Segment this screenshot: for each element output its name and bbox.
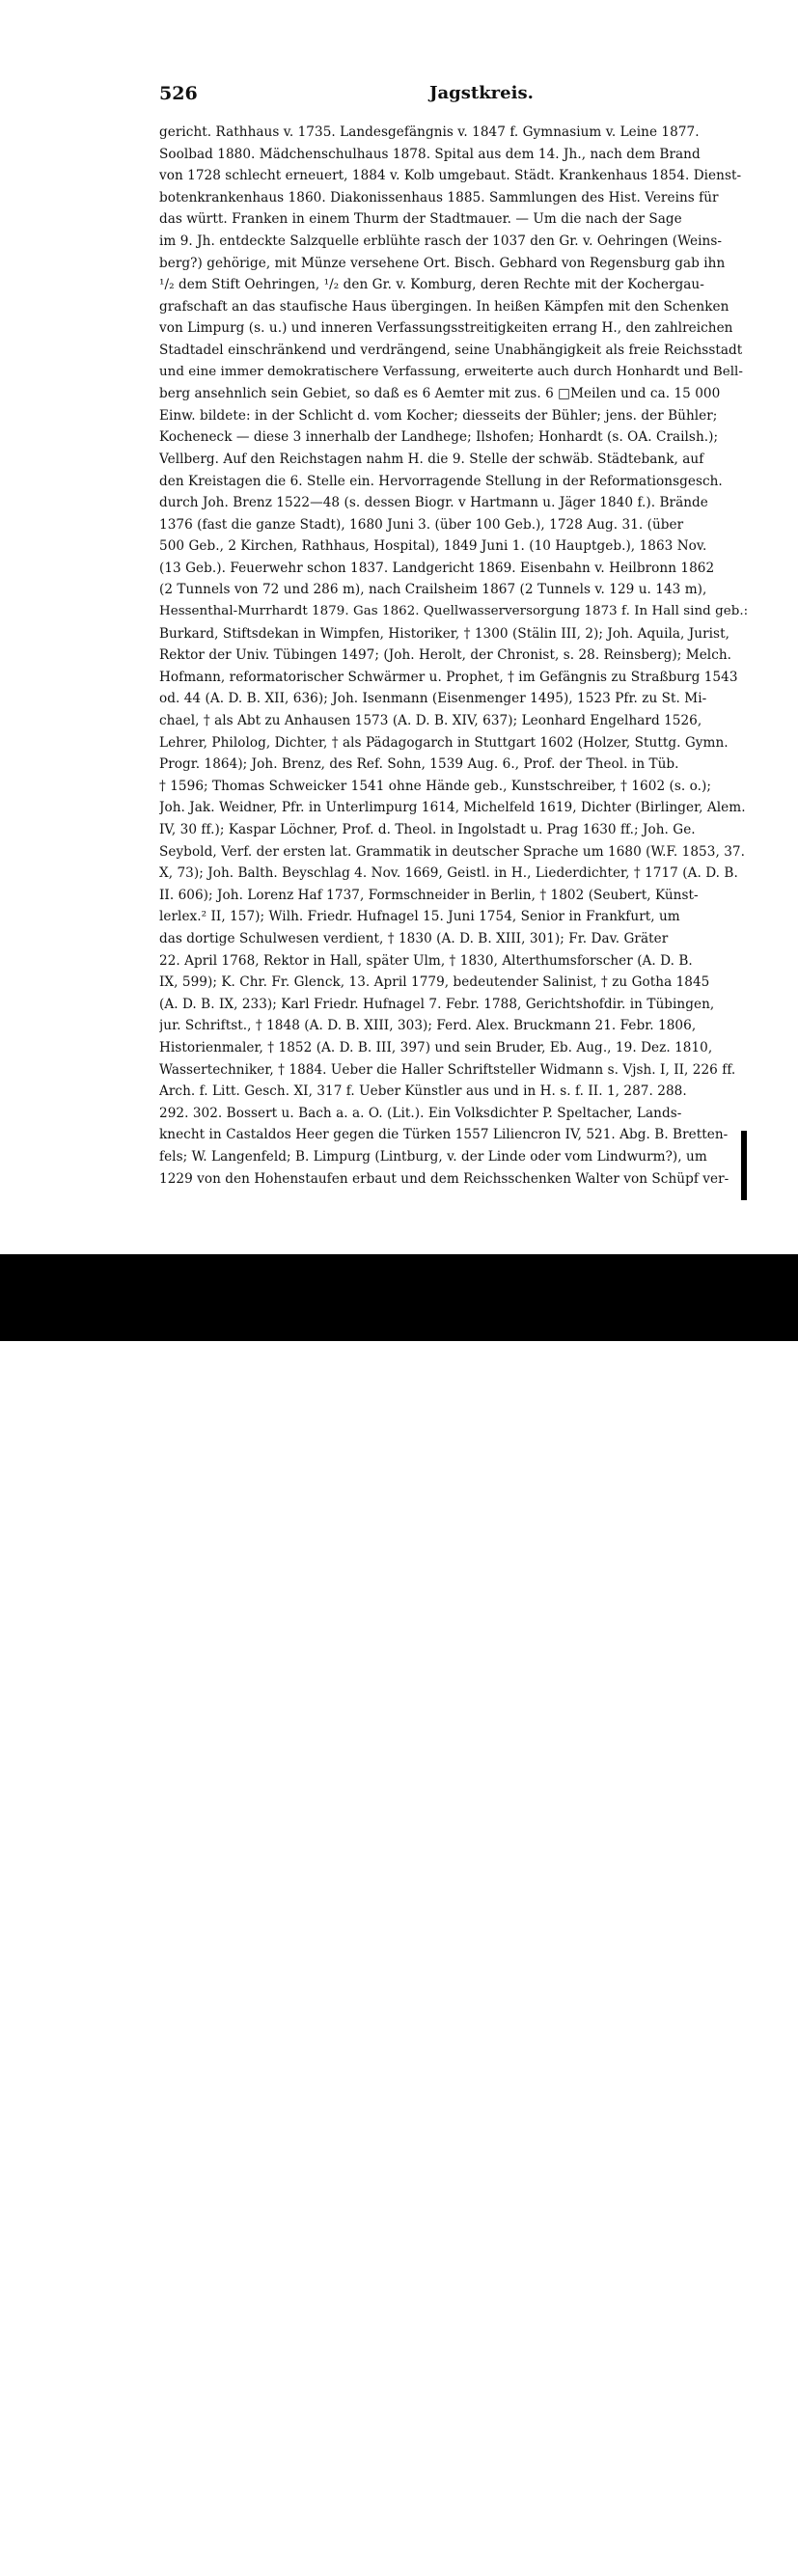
text-line: 292. 302. Bossert u. Bach a. a. O. (Lit.). Ein Volksdichter P. Speltacher, Lands- [159, 1105, 682, 1121]
text-line: 22. April 1768, Rektor in Hall, später Ulm, † 1830, Alterthumsforscher (A. D. B. [159, 952, 693, 969]
text-line: knecht in Castaldos Heer gegen die Türken 1557 Liliencron IV, 521. Abg. B. Bretten- [159, 1127, 729, 1143]
text-line: berg ansehnlich sein Gebiet, so daß es 6 Aemter mit zus. 6 □Meilen und ca. 15 000 [159, 386, 721, 402]
text-line: Lehrer, Philolog, Dichter, † als Pädagogarch in Stuttgart 1602 (Holzer, Stuttg. Gymn. [159, 734, 729, 751]
text-line: lerlex.² II, 157); Wilh. Friedr. Hufnagel 15. Juni 1754, Senior in Frankfurt, um [159, 909, 680, 925]
site-url: www.alamy.com [658, 2557, 769, 2573]
text-line: durch Joh. Brenz 1522—48 (s. dessen Biogr. v Hartmann u. Jäger 1840 f.). Brände [159, 495, 708, 511]
text-line: Hessenthal-Murrhardt 1879. Gas 1862. Quellwasserversorgung 1873 f. In Hall sind geb.: [159, 604, 748, 619]
text-line: von 1728 schlecht erneuert, 1884 v. Kolb umgebaut. Städt. Krankenhaus 1854. Dienst- [159, 168, 742, 184]
body-text [159, 122, 748, 1190]
text-line: das dortige Schulwesen verdient, † 1830 (A. D. B. XIII, 301); Fr. Dav. Gräter [159, 930, 669, 946]
text-line: X, 73); Joh. Balth. Beyschlag 4. Nov. 1669, Geistl. in H., Liederdichter, † 1717 (A. D. B. [159, 865, 738, 882]
running-head: Jagstkreis. [429, 83, 534, 103]
text-line: ¹/₂ dem Stift Oehringen, ¹/₂ den Gr. v. Komburg, deren Rechte mit der Kochergau- [159, 277, 704, 293]
text-line: IX, 599); K. Chr. Fr. Glenck, 13. April 1779, bedeutender Salinist, † zu Gotha 1845 [159, 974, 710, 991]
text-line: Historienmaler, † 1852 (A. D. B. III, 397) und sein Bruder, Eb. Aug., 19. Dez. 1810, [159, 1039, 713, 1055]
text-line: (A. D. B. IX, 233); Karl Friedr. Hufnagel 7. Febr. 1788, Gerichtshofdir. in Tübingen, [159, 996, 715, 1012]
page-header [159, 83, 748, 112]
scanned-page [0, 0, 798, 1254]
scan-edge-mark [741, 1131, 747, 1200]
text-line: gericht. Rathhaus v. 1735. Landesgefängnis v. 1847 f. Gymnasium v. Leine 1877. [159, 124, 700, 140]
text-line: 1376 (fast die ganze Stadt), 1680 Juni 3. (über 100 Geb.), 1728 Aug. 31. (über [159, 516, 684, 533]
page-number: 526 [159, 83, 198, 104]
text-line: 500 Geb., 2 Kirchen, Rathhaus, Hospital), 1849 Juni 1. (10 Hauptgeb.), 1863 Nov. [159, 538, 707, 555]
text-line: Progr. 1864); Joh. Brenz, des Ref. Sohn, 1539 Aug. 6., Prof. der Theol. in Tüb. [159, 756, 679, 773]
text-line: (2 Tunnels von 72 und 286 m), nach Crailsheim 1867 (2 Tunnels v. 129 u. 143 m), [159, 582, 707, 598]
text-line: Joh. Jak. Weidner, Pfr. in Unterlimpurg 1614, Michelfeld 1619, Dichter (Birlinger, Alem. [159, 800, 746, 816]
text-line: und eine immer demokratischere Verfassung, erweiterte auch durch Honhardt und Bell- [159, 364, 743, 379]
text-line: Vellberg. Auf den Reichstagen nahm H. die 9. Stelle der schwäb. Städtebank, auf [159, 451, 704, 467]
text-line: im 9. Jh. entdeckte Salzquelle erblühte rasch der 1037 den Gr. v. Oehringen (Weins- [159, 233, 722, 249]
text-line: chael, † als Abt zu Anhausen 1573 (A. D. B. XIV, 637); Leonhard Engelhard 1526, [159, 713, 702, 729]
text-line: † 1596; Thomas Schweicker 1541 ohne Hände geb., Kunstschreiber, † 1602 (s. o.); [159, 778, 711, 794]
text-line: Einw. bildete: in der Schlicht d. vom Kocher; diesseits der Bühler; jens. der Bühler; [159, 407, 718, 424]
text-line: Rektor der Univ. Tübingen 1497; (Joh. Herolt, der Chronist, s. 28. Reinsberg); Melch. [159, 647, 732, 664]
text-line: das württ. Franken in einem Thurm der Stadtmauer. — Um die nach der Sage [159, 211, 682, 228]
text-line: IV, 30 ff.); Kaspar Löchner, Prof. d. Theol. in Ingolstadt u. Prag 1630 ff.; Joh. Ge. [159, 822, 696, 837]
text-line: (13 Geb.). Feuerwehr schon 1837. Landgericht 1869. Eisenbahn v. Heilbronn 1862 [159, 560, 715, 576]
text-line: den Kreistagen die 6. Stelle ein. Hervorragende Stellung in der Reformationsgesch. [159, 473, 723, 489]
watermark-footer [0, 1254, 798, 2576]
image-id: Image ID: KX40DJ [633, 2530, 769, 2548]
text-line: Burkard, Stiftsdekan in Wimpfen, Historiker, † 1300 (Stälin III, 2); Joh. Aquila, Jurist, [159, 625, 729, 642]
text-line: II. 606); Joh. Lorenz Haf 1737, Formschneider in Berlin, † 1802 (Seubert, Künst- [159, 887, 699, 903]
text-line: jur. Schriftst., † 1848 (A. D. B. XIII, 303); Ferd. Alex. Bruckmann 21. Febr. 1806, [159, 1018, 697, 1034]
text-line: fels; W. Langenfeld; B. Limpurg (Lintburg, v. der Linde oder vom Lindwurm?), um [159, 1148, 707, 1165]
text-line: Kocheneck — diese 3 innerhalb der Landhege; Ilshofen; Honhardt (s. OA. Crailsh.); [159, 429, 719, 446]
text-line: Wassertechniker, † 1884. Ueber die Haller Schriftsteller Widmann s. Vjsh. I, II, 226 ff. [159, 1061, 736, 1078]
text-line: Seybold, Verf. der ersten lat. Grammatik in deutscher Sprache um 1680 (W.F. 1853, 37. [159, 843, 745, 860]
text-line: Stadtadel einschränkend und verdrängend, seine Unabhängigkeit als freie Reichsstadt [159, 342, 743, 358]
text-line: botenkrankenhaus 1860. Diakonissenhaus 1885. Sammlungen des Hist. Vereins für [159, 189, 719, 206]
text-line: Arch. f. Litt. Gesch. XI, 317 f. Ueber Künstler aus und in H. s. f. II. 1, 287. 288. [159, 1083, 687, 1100]
text-line: berg?) gehörige, mit Münze versehene Ort. Bisch. Gebhard von Regensburg gab ihn [159, 255, 726, 271]
text-line: Soolbad 1880. Mädchenschulhaus 1878. Spital aus dem 14. Jh., nach dem Brand [159, 146, 701, 162]
text-line: Hofmann, reformatorischer Schwärmer u. Prophet, † im Gefängnis zu Straßburg 1543 [159, 669, 738, 685]
text-line: von Limpurg (s. u.) und inneren Verfassungsstreitigkeiten errang H., den zahlreichen [159, 320, 733, 337]
text-line: od. 44 (A. D. B. XII, 636); Joh. Isenmann (Eisenmenger 1495), 1523 Pfr. zu St. Mi- [159, 691, 707, 707]
watermark-logo: alamy [21, 2518, 187, 2576]
text-line: 1229 von den Hohenstaufen erbaut und dem Reichsschenken Walter von Schüpf ver- [159, 1170, 729, 1187]
text-line: grafschaft an das staufische Haus übergingen. In heißen Kämpfen mit den Schenken [159, 298, 729, 315]
